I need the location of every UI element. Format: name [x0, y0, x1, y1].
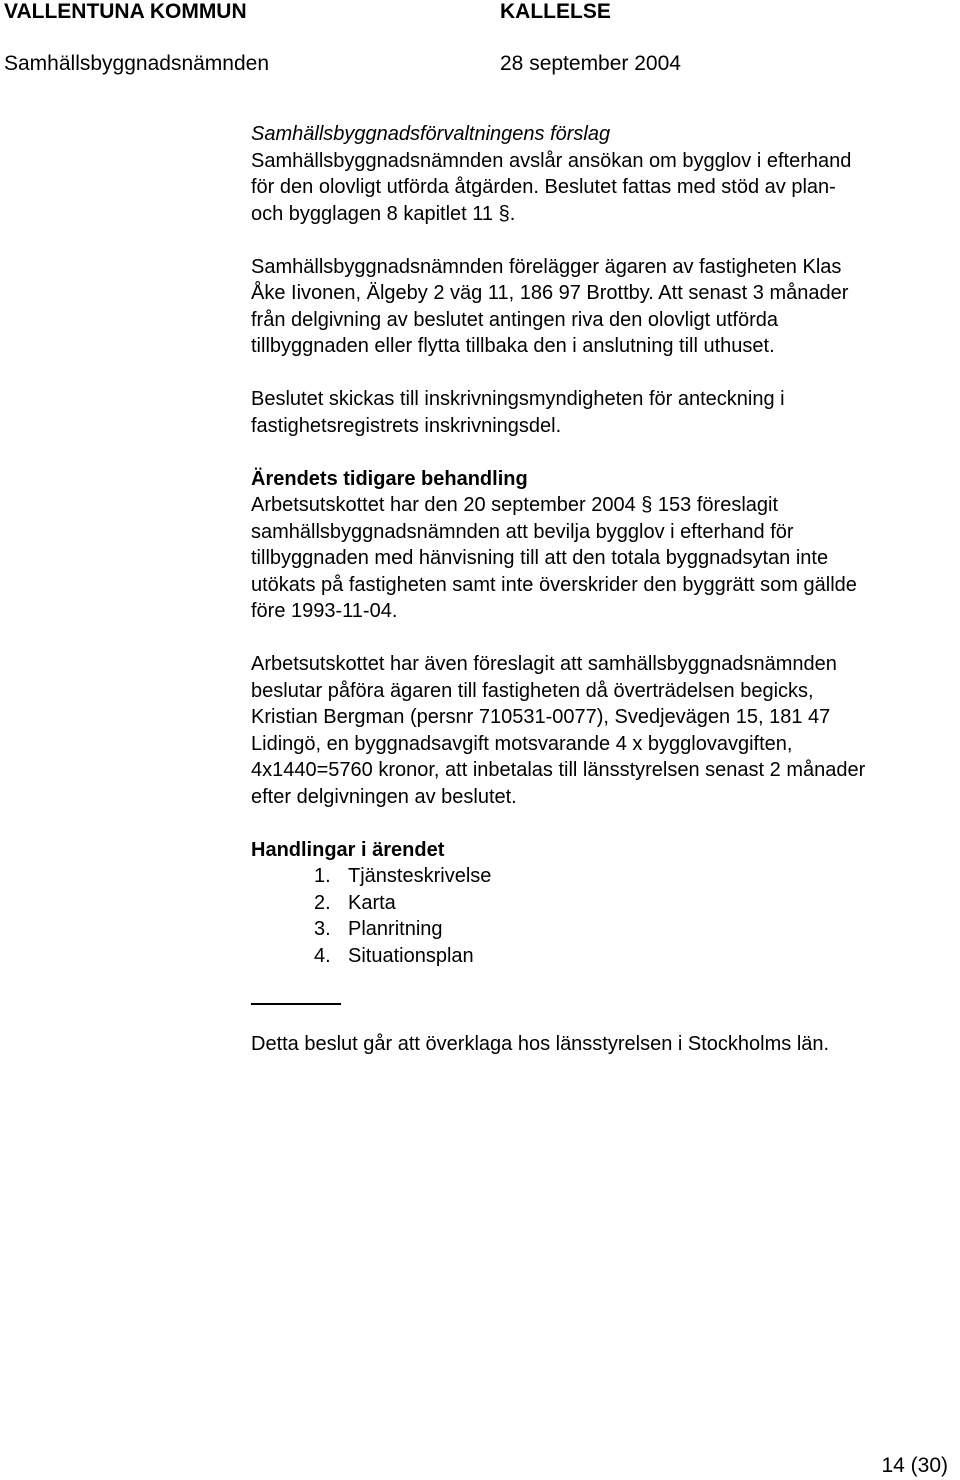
proposal-paragraph-1: Samhällsbyggnadsnämnden avslår ansökan om bygglov i efterhand för den olovligt utförda åtgärden. Beslutet fattas med stöd av plan- och bygglagen 8 kapitlet 11 §. [251, 149, 852, 225]
proposal-paragraph-3: Beslutet skickas till inskrivningsmyndigheten för anteckning i fastighetsregistrets inskrivningsdel. [251, 388, 785, 437]
history-paragraph-2: Arbetsutskottet har även föreslagit att samhällsbyggnadsnämnden beslutar påföra ägaren till fastigheten då överträdelsen begicks, Kristian Bergman (persnr 710531-0077), Svedjevägen 15, 181 47 Lidingö, en byggnadsavgift motsvarande 4 x bygglovavgiften, 4x1440=5760 kronor, att inbetalas till länsstyrelsen senast 2 månader efter delgivningen av beslutet. [251, 653, 866, 808]
list-item: 2. Karta [314, 891, 396, 914]
list-item: 1. Tjänsteskrivelse [314, 865, 492, 887]
document-type: KALLELSE [500, 0, 611, 23]
proposal-paragraph-2: Samhällsbyggnadsnämnden förelägger ägaren av fastigheten Klas Åke Iivonen, Älgeby 2 väg 11, 186 97 Brottby. Att senast 3 månader från delgivning av beslutet antingen riva den olovligt utförda tillbyggnaden eller flytta tillbaka den i anslutning till uthuset. [251, 255, 849, 357]
documents-heading: Handlingar i ärendet [251, 838, 445, 861]
list-item: 3. Planritning [314, 918, 443, 940]
history-heading: Ärendets tidigare behandling [251, 467, 528, 490]
proposal-heading: Samhällsbyggnadsförvaltningens förslag [251, 123, 611, 145]
page-number: 14 (30) [881, 1454, 948, 1477]
history-paragraph-1: Arbetsutskottet har den 20 september 2004 § 153 föreslagit samhällsbyggnadsnämnden att bevilja bygglov i efterhand för tillbyggnaden med hänvisning till att den totala byggnadsytan inte utökats på fastigheten samt inte överskrider den byggrätt som gällde före 1993-11-04. [251, 494, 857, 622]
divider [251, 1003, 341, 1005]
committee-name: Samhällsbyggnadsnämnden [4, 52, 270, 75]
appeal-notice: Detta beslut går att överklaga hos länsstyrelsen i Stockholms län. [251, 1033, 830, 1055]
organization-name: VALLENTUNA KOMMUN [4, 0, 247, 23]
list-item: 4. Situationsplan [314, 944, 474, 967]
meeting-date: 28 september 2004 [500, 52, 681, 75]
document-body [251, 121, 951, 1058]
documents-list [251, 863, 951, 969]
